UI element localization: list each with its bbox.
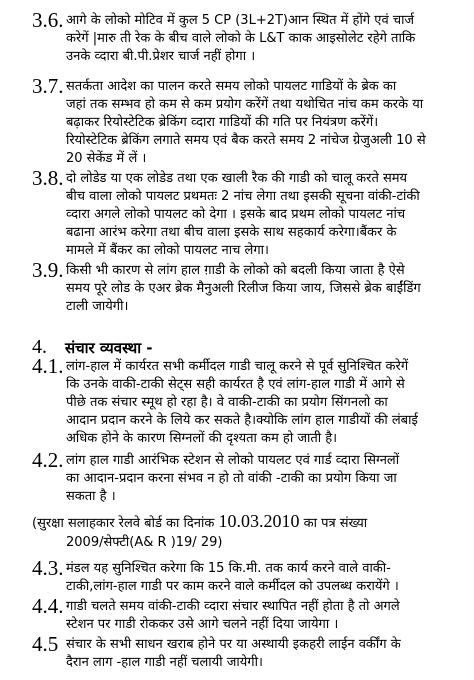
section-title: संचार व्यवस्था - bbox=[65, 339, 153, 357]
clause-line: उनके व्दारा बी.पी.प्रेशर चार्ज नहीं होगा । bbox=[66, 49, 256, 64]
clause-line: 20 सेकेंड में लें । bbox=[66, 151, 147, 166]
clause-number: 3.9. bbox=[32, 258, 64, 282]
clause-line: मंडल यह सुनिश्चित करेगा कि 15 कि.मी. तक कार्य करने वाले वाकी- bbox=[66, 561, 391, 576]
clause-line: बढाना आरंभ करेगा तथा बीच वाला इसके साथ सहकार्य करेगा।बैंकर के bbox=[66, 225, 397, 240]
clause-line: टाली जायेगी। bbox=[66, 299, 129, 314]
clause-line: संचार के सभी साधन खराब होने पर या अस्थायी इकहरी लाईन वर्कींग के bbox=[66, 637, 401, 652]
clause-number: 4.4. bbox=[32, 594, 64, 618]
section-number: 4. bbox=[32, 336, 47, 358]
clause-4-5 bbox=[32, 632, 468, 672]
clause-line: लांग हाल गाडी आरंभिक स्टेशन से लोको पायलट एवं गार्ड व्दारा सिग्नलों bbox=[66, 453, 400, 468]
clause-line: बीच वाला लोको पायलट प्रथमतः 2 नांच लेगा तथा इसकी सूचना वांकी-टांकी bbox=[66, 189, 420, 204]
clause-line: मामले में बैंकर का लोको पायलट नाच लेगा। bbox=[66, 243, 269, 258]
clause-number: 4.3. bbox=[32, 556, 64, 580]
clause-number: 4.2. bbox=[32, 448, 64, 472]
clause-number: 3.7. bbox=[32, 74, 64, 98]
clause-3-7 bbox=[32, 74, 468, 168]
clause-line: लांग-हाल में कार्यरत सभी कर्मीदल गाडी चालू करने से पूर्व सुनिश्चित करेगें bbox=[66, 359, 409, 374]
clause-line: दो लोडेड या एक लोडेड तथा एक खाली रैक की गाडी को चालू करते समय bbox=[66, 171, 408, 186]
clause-line: गाडी चलते समय वांकी-टाकी व्दारा संचार स्थापित नहीं होता है तो अगले bbox=[66, 599, 400, 614]
clause-line: आगे के लोको मोटिव में कुल 5 CP (3L+2T)आन स्थित में होंगे एवं चार्ज bbox=[66, 13, 415, 28]
clause-line: अधिक होने के कारण सिग्नलों की दृश्यता कम हो जाती है। bbox=[66, 431, 338, 446]
clause-4-4 bbox=[32, 594, 468, 634]
clause-line: आदान प्रदान करने के लिये कर सकते है।क्योकि लांग हाल गाडीयों की लंबाई bbox=[66, 413, 418, 428]
clause-number: 4.5 bbox=[32, 632, 59, 656]
clause-line: सतर्कता आदेश का पालन करते समय लोको पायलट गाडियों के ब्रेक का bbox=[66, 79, 397, 94]
note-line-2: 2009/सेफ्टी(A& R )19/ 29) bbox=[66, 535, 223, 550]
clause-number: 4.1. bbox=[32, 354, 64, 378]
clause-line: दैरान लाग -हाल गाडी नहीं चलायी जायेगी। bbox=[66, 655, 263, 670]
clause-number: 3.6. bbox=[32, 8, 64, 32]
clause-line: व्दारा अगले लोको पायलट को देगा । इसके बाद प्रथम लोको पायलट नांच bbox=[66, 207, 406, 222]
note-line-1 bbox=[32, 510, 468, 532]
clause-line: कि उनके वाकी-टाकी सेट्स सही कार्यरत है एवं लांग-हाल गाडी में आगे से bbox=[66, 377, 405, 392]
clause-4-1 bbox=[32, 354, 468, 448]
clause-4-2 bbox=[32, 448, 468, 506]
note-date: 10.03.2010 bbox=[218, 511, 300, 531]
clause-line: बढ़ाकर रियोस्टेटिक ब्रेकिंग व्दारा गाडियों की गति पर नियंत्रण करेंगें। bbox=[66, 115, 379, 130]
note-suffix: का पत्र संख्या bbox=[299, 516, 368, 531]
reference-note bbox=[32, 510, 468, 554]
clause-number: 3.8. bbox=[32, 166, 64, 190]
clause-line: करेगें |मारु ती रेक के बीच वाले लोको के L&T काक आइसोलेट रहेगे ताकि bbox=[66, 31, 416, 46]
clause-3-6 bbox=[32, 8, 468, 66]
clause-line: स्टेशन पर गाडी रोककर उसे आगे चलने नहीं दिया जायेगा । bbox=[66, 617, 339, 632]
clause-line: का आदान-प्रदान करना संभव न हो तो वांकी -टाकी का प्रयोग किया जा bbox=[66, 471, 397, 486]
clause-line: पीछे तक संचार स्मूथ हो रहा है। वे वाकी-टाकी का प्रयोग सिंगनलो का bbox=[66, 395, 388, 410]
clause-line: रियोस्टेटिक ब्रेकिंग लगाते समय एवं बैक करते समय 2 नांचेज ग्रेजुअली 10 से bbox=[66, 133, 426, 148]
clause-line: टाकी,लांग-हाल गाडी पर काम करने वाले कर्मीदल को उपलब्ध करायेंगे । bbox=[66, 579, 399, 594]
clause-3-9 bbox=[32, 258, 468, 316]
clause-line: जहां तक सम्भव हो कम से कम प्रयोग करेंगें तथा यथोचित नांच कम करके या bbox=[66, 97, 424, 112]
clause-line: किसी भी कारण से लांग हाल ग़ाडी के लोको को बदली किया जाता है ऐसे bbox=[66, 263, 405, 278]
clause-3-8 bbox=[32, 166, 468, 260]
clause-line: सकता है । bbox=[66, 489, 116, 504]
clause-line: समय पूरे लोड के एअर ब्रेक मैनुअली रिलीज किया जाय, जिससे ब्रेक बाईंडिंग bbox=[66, 281, 421, 296]
note-prefix: (सुरक्षा सलाहकार रेलवे बोर्ड का दिनांक bbox=[32, 516, 219, 531]
clause-4-3 bbox=[32, 556, 468, 596]
